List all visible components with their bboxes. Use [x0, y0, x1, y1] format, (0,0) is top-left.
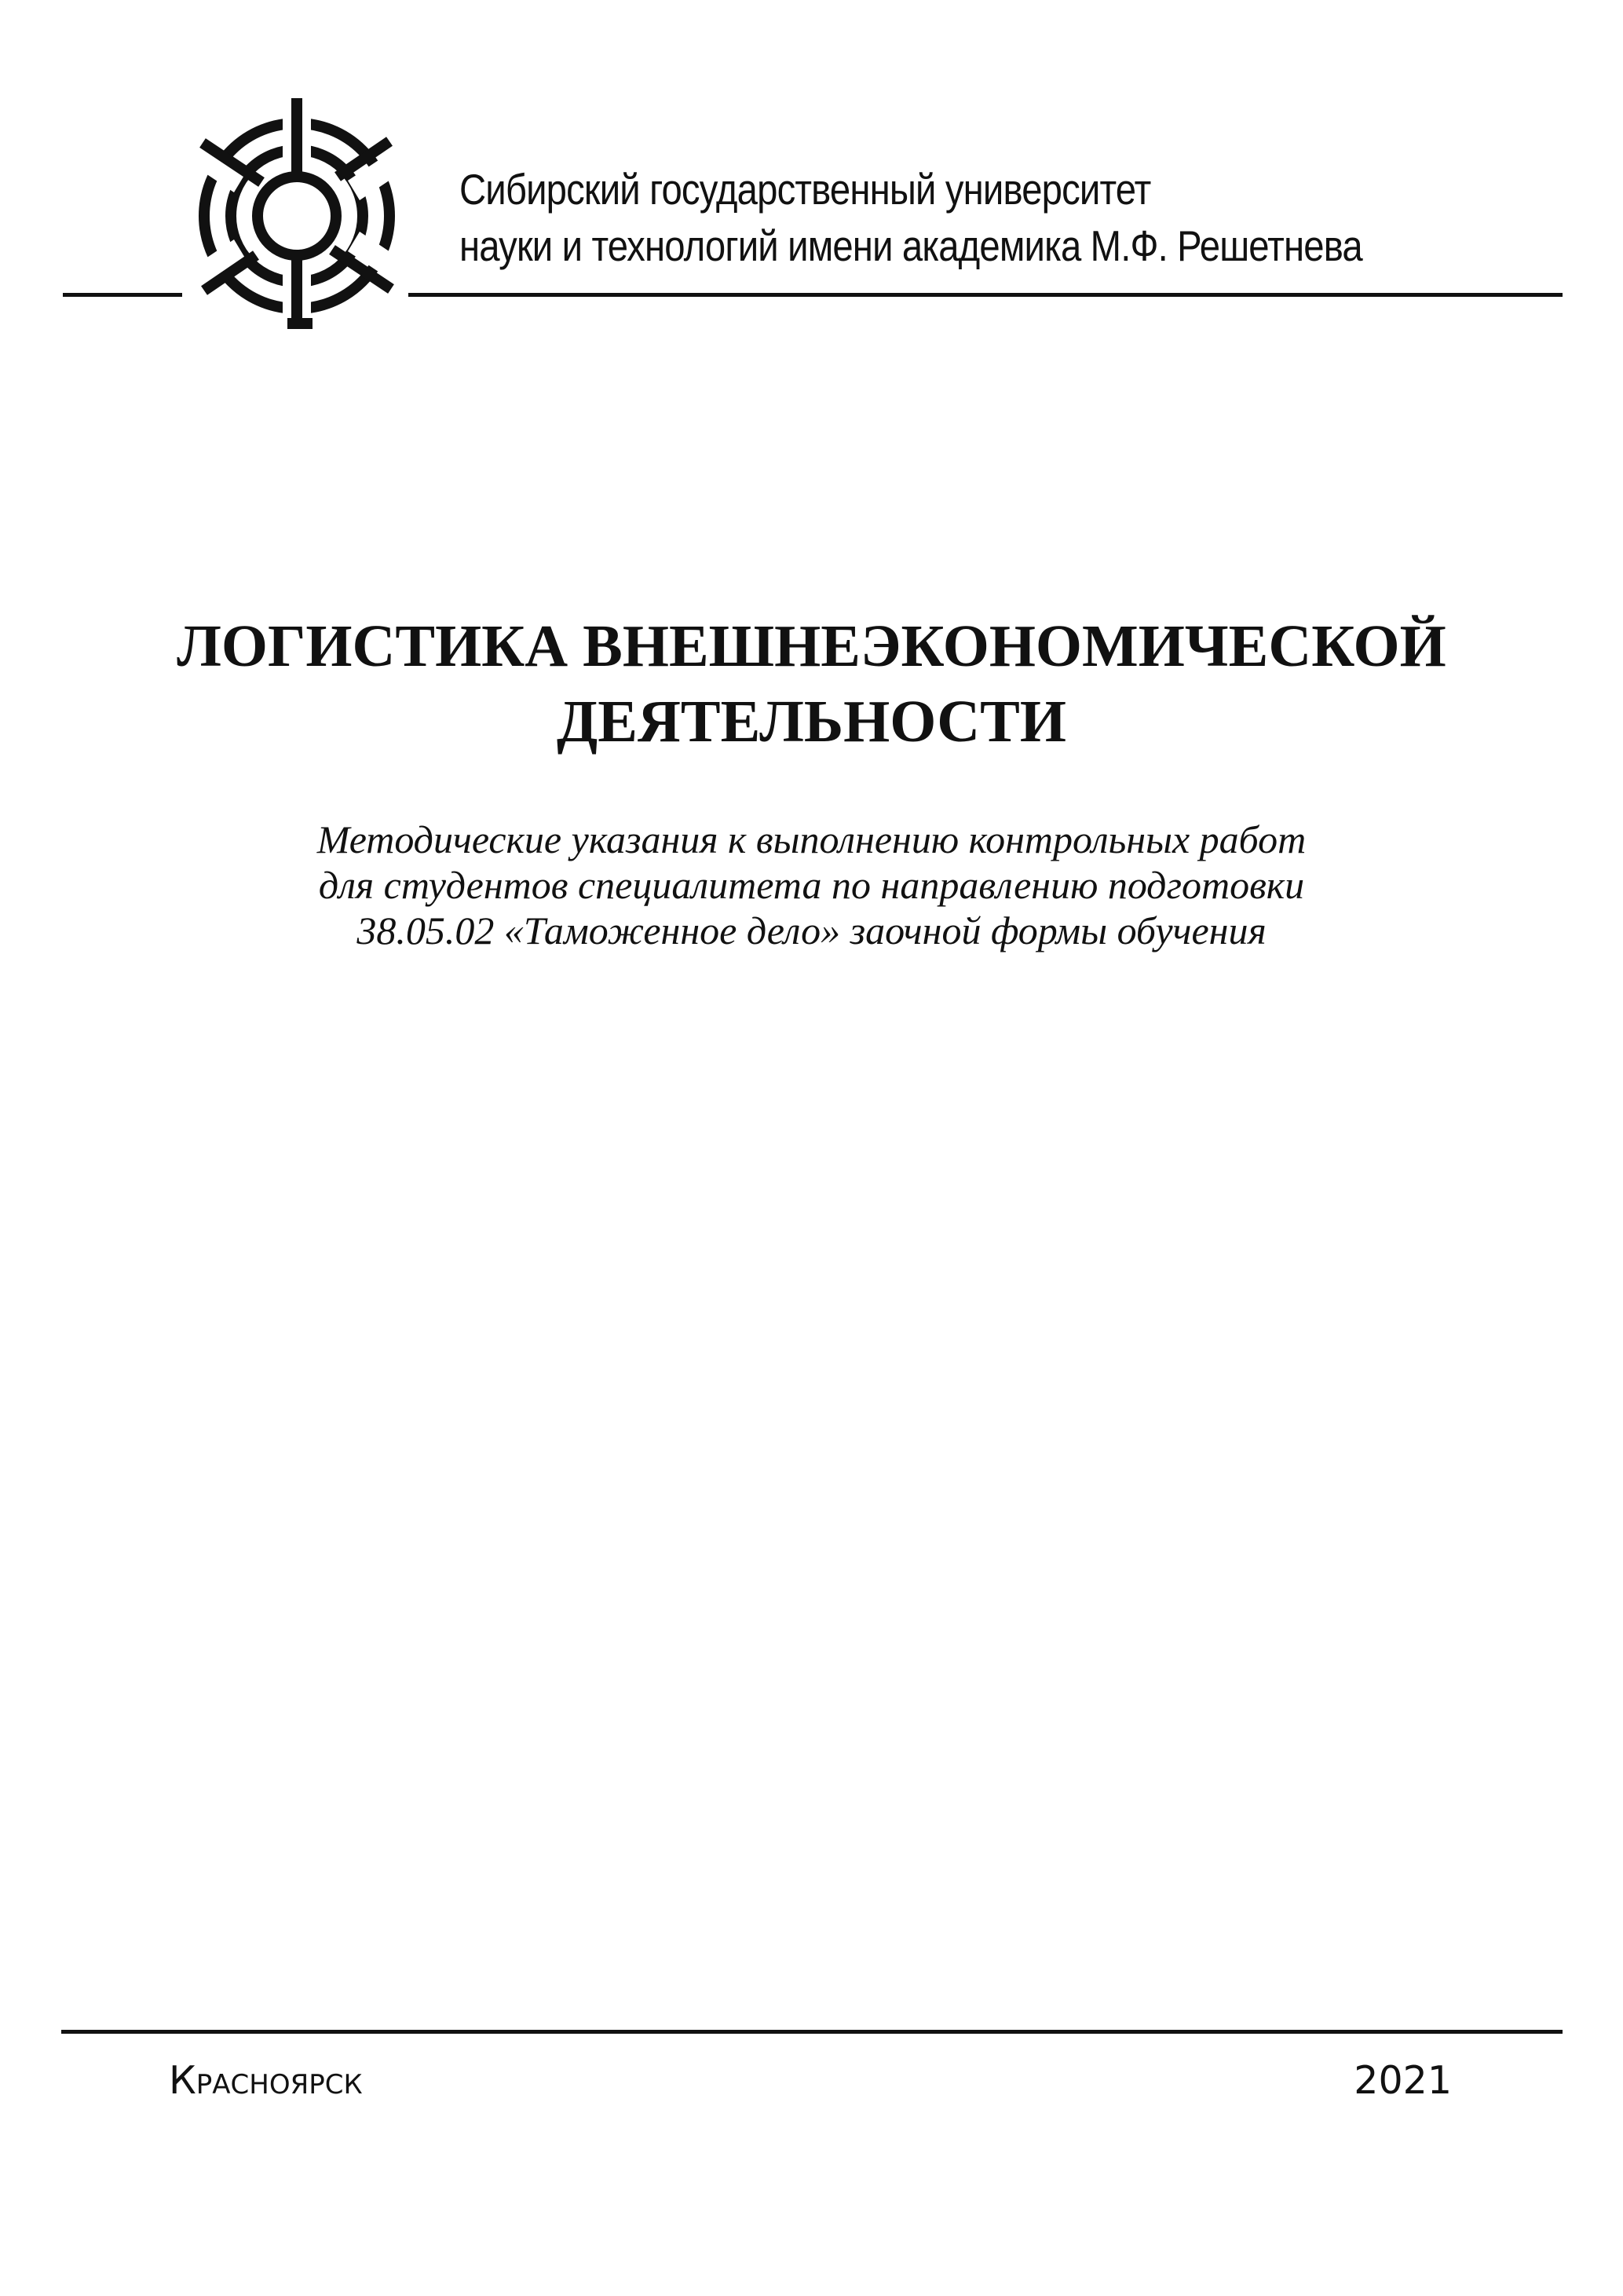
- university-emblem-icon: [187, 94, 407, 338]
- university-name-line1: Сибирский государственный университет: [459, 165, 1151, 214]
- header-rule-left: [63, 293, 182, 297]
- document-title-line2: ДЕЯТЕЛЬНОСТИ: [557, 689, 1066, 755]
- university-name-line2: науки и технологий имени академика М.Ф. Решетнева: [459, 221, 1362, 270]
- document-subtitle-line3: 38.05.02 «Таможенное дело» заочной формы обучения: [356, 909, 1267, 952]
- publication-city: Красноярск: [169, 2058, 363, 2103]
- document-subtitle: [0, 817, 1623, 953]
- header-rule-right: [408, 293, 1563, 297]
- document-title-line1: ЛОГИСТИКА ВНЕШНЕЭКОНОМИЧЕСКОЙ: [177, 613, 1446, 679]
- document-subtitle-line1: Методические указания к выполнению контрольных работ: [316, 817, 1307, 861]
- publication-year: 2021: [1354, 2058, 1452, 2103]
- document-subtitle-line2: для студентов специалитета по направлению подготовки: [318, 863, 1305, 907]
- university-name: [459, 161, 1362, 274]
- footer-rule: [61, 2030, 1563, 2034]
- document-title: [0, 609, 1623, 759]
